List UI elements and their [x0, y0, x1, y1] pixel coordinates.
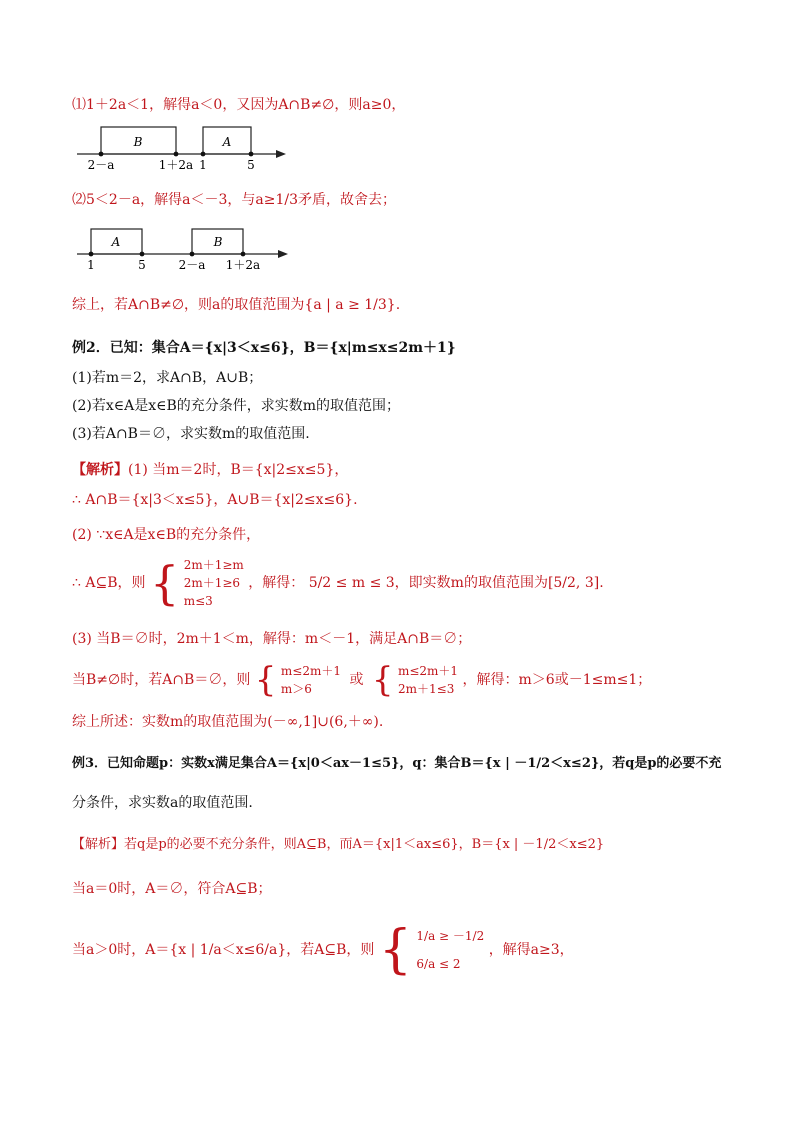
sys-row: 2m＋1≥6 — [183, 576, 241, 590]
sol3-system — [416, 922, 484, 978]
nl2-b-label: B — [213, 235, 223, 249]
sol2-s1b-text: ∴ A∩B＝{x|3＜x≤5}，A∪B＝{x|2≤x≤6}. — [72, 492, 358, 508]
arrow-head-icon — [276, 150, 286, 158]
nl1-tick-2: 1 — [199, 158, 207, 172]
nl2-tick-1: 5 — [138, 258, 146, 272]
nl1-b-label: B — [133, 135, 143, 149]
ex2-q2 — [72, 396, 400, 416]
number-line-2 — [72, 224, 302, 274]
sol2-s2-system — [184, 556, 244, 610]
sol2-s3-or: 或 — [349, 672, 364, 688]
arrow-head-icon — [278, 250, 288, 258]
ex2-q3 — [72, 424, 310, 444]
ex3-title — [72, 753, 721, 774]
left-brace-icon: { — [378, 920, 412, 980]
ex2-q2-text: (2)若x∈A是x∈B的充分条件，求实数m的取值范围； — [72, 398, 401, 414]
sol2-s2a-text: (2) ∵x∈A是x∈B的充分条件， — [72, 527, 261, 543]
sys-row: m≤2m＋1 — [397, 664, 459, 678]
left-brace-icon: { — [149, 556, 180, 610]
number-line-1 — [72, 122, 302, 172]
sol2-s2-post: ，解得： — [248, 575, 305, 591]
nl2-tick-2: 2－a — [178, 258, 206, 272]
nl2-tick-0: 1 — [87, 258, 95, 272]
sys-row: m＞6 — [280, 682, 312, 696]
case2-text — [72, 190, 396, 210]
ex2-title-text: 例2．已知：集合A＝{x|3＜x≤6}，B＝{x|m≤x≤2m＋1} — [72, 340, 456, 356]
sol2-s2a — [72, 525, 260, 545]
sys-row: 6/a ≤ 2 — [416, 957, 461, 971]
nl1-tick-0: 2－a — [87, 158, 115, 172]
case1-text — [72, 95, 405, 115]
analysis-tag: 【解析】 — [72, 462, 128, 478]
nl1-tick-3: 5 — [247, 158, 255, 172]
ex2-q3-text: (3)若A∩B＝∅，求实数m的取值范围. — [72, 426, 310, 442]
sol2-s2-result: 5/2 ≤ m ≤ 3，即实数m的取值范围为[5/2, 3]. — [308, 575, 604, 591]
sol2-s3-system1 — [281, 662, 341, 698]
sol2-s1a — [72, 460, 348, 480]
ex2-q1 — [72, 368, 262, 388]
summary1-set: {a | a ≥ 1/3}. — [304, 297, 401, 313]
sol3-l3 — [72, 920, 574, 980]
sol2-s3-system2 — [398, 662, 458, 698]
sys-row: 2m＋1≥m — [183, 558, 244, 572]
sol2-s3-pre: 当B≠∅时，若A∩B＝∅，则 — [72, 672, 251, 688]
sol3-l1 — [72, 835, 604, 855]
left-brace-icon: { — [254, 660, 277, 700]
summary1-prefix: 综上，若A∩B≠∅，则a的取值范围为 — [72, 297, 305, 313]
sys-row: m≤2m＋1 — [280, 664, 341, 678]
sys-row: 1/a ≥ －1/2 — [416, 929, 485, 943]
sol2-s3-post: ，解得：m＞6或－1≤m≤1； — [462, 672, 652, 688]
ex3-title-text: 例3．已知命题p：实数x满足集合A＝{x|0＜ax－1≤5}，q：集合B＝{x | －1/2＜x≤2}，若q是p的必要不充 — [72, 756, 722, 771]
ex3-title2-text: 分条件，求实数a的取值范围. — [72, 795, 253, 811]
case1-line: ⑴1＋2a＜1，解得a＜0，又因为A∩B≠∅，则a≥0， — [72, 97, 406, 113]
sol3-l3-post: ，解得a≥3， — [488, 942, 574, 958]
summary1 — [72, 295, 400, 315]
case2-line: ⑵5＜2－a，解得a＜－3，与a≥1/3矛盾，故舍去； — [72, 192, 397, 208]
nl2-tick-3: 1＋2a — [225, 258, 261, 272]
ex2-q1-text: (1)若m＝2，求A∩B，A∪B； — [72, 370, 263, 386]
ex3-title2 — [72, 793, 253, 813]
sol2-s1b — [72, 490, 358, 510]
sol3-l3-pre: 当a＞0时，A＝{x | 1/a＜x≤6/a}，若A⊆B，则 — [72, 942, 375, 958]
sol2-s2-pre: ∴ A⊆B，则 — [72, 575, 146, 591]
left-brace-icon: { — [371, 660, 394, 700]
sol2-s3a — [72, 629, 471, 649]
nl2-a-label: A — [111, 235, 121, 249]
sol2-s3-summary — [72, 712, 383, 732]
sol2-s3-sum-text: 综上所述：实数m的取值范围为(－∞,1]∪(6,＋∞). — [72, 714, 384, 730]
nl1-a-label: A — [222, 135, 232, 149]
sys-row: 2m＋1≤3 — [397, 682, 455, 696]
sol2-s2b — [72, 556, 604, 610]
nl1-tick-1: 1＋2a — [158, 158, 194, 172]
sol2-s3b — [72, 662, 651, 698]
sol3-l1-text: 【解析】若q是p的必要不充分条件，则A⊆B，而A＝{x|1＜ax≤6}，B＝{x | －1/2＜x≤2} — [72, 837, 605, 852]
sol2-s3a-text: (3) 当B＝∅时，2m＋1＜m，解得：m＜－1，满足A∩B＝∅； — [72, 631, 472, 647]
sol3-l2-text: 当a＝0时，A＝∅，符合A⊆B； — [72, 881, 272, 897]
sol3-l2 — [72, 879, 272, 899]
ex2-title — [72, 338, 456, 358]
sol2-s1a-text: (1) 当m＝2时，B＝{x|2≤x≤5}， — [128, 462, 349, 478]
sys-row: m≤3 — [183, 594, 213, 608]
